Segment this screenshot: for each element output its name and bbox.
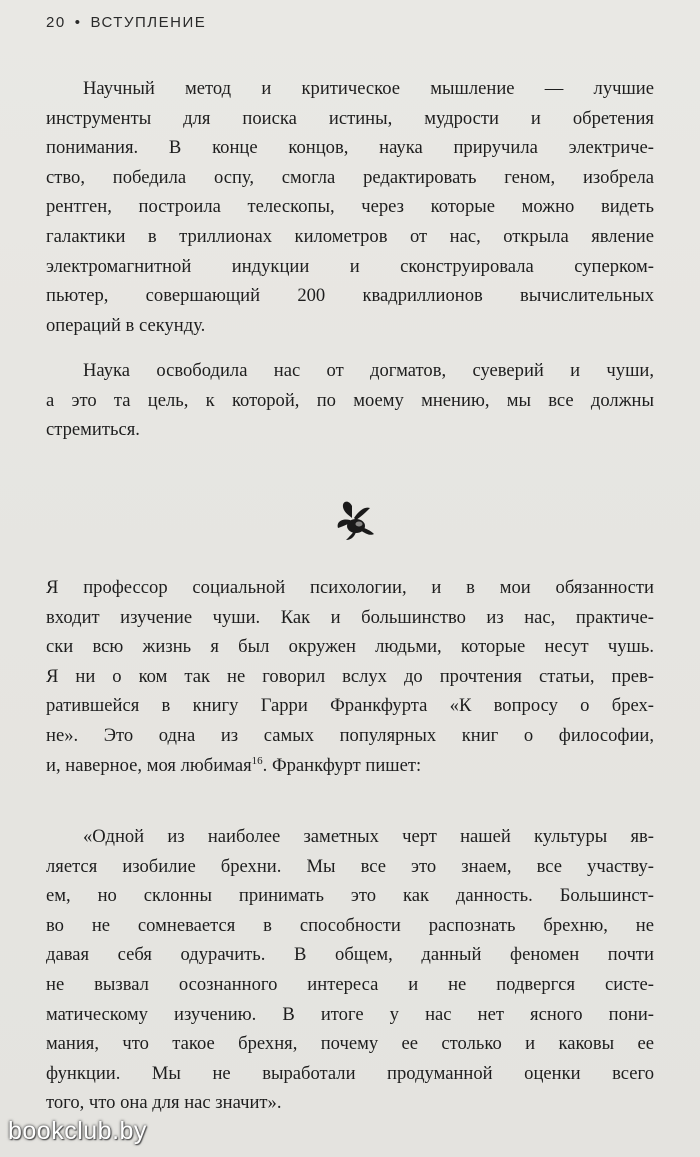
text-line bbox=[46, 751, 654, 781]
text-line: электромагнитной индукции и сконструировала суперком- bbox=[46, 255, 654, 277]
text-line: мания, что такое брехня, почему ее столько и каковы ее bbox=[46, 1033, 654, 1055]
text-line: рентген, построила телескопы, через которые можно видеть bbox=[46, 196, 654, 218]
text-line: понимания. В конце концов, наука приручила электриче- bbox=[46, 137, 654, 159]
header-separator: • bbox=[74, 14, 82, 31]
text-fragment: . Франкфурт пишет: bbox=[262, 754, 422, 776]
paragraph-1 bbox=[46, 74, 654, 340]
watermark: bookclub.by bbox=[8, 1117, 147, 1145]
text-line: ски всю жизнь я был окружен людьми, которые несут чушь. bbox=[46, 636, 654, 658]
text-line: операций в секунду. bbox=[46, 314, 206, 336]
page-number: 20 bbox=[46, 14, 66, 31]
paragraph-2 bbox=[46, 356, 654, 445]
text-line: пьютер, совершающий 200 квадриллионов вычислительных bbox=[46, 285, 654, 307]
running-head bbox=[46, 14, 206, 31]
fleuron-icon bbox=[330, 496, 378, 544]
chapter-title: ВСТУПЛЕНИЕ bbox=[90, 14, 207, 31]
text-line: входит изучение чуши. Как и большинство из нас, практиче- bbox=[46, 606, 654, 628]
text-line: стремиться. bbox=[46, 419, 140, 441]
text-line: Я ни о ком так не говорил вслух до прочтения статьи, прев- bbox=[46, 665, 654, 687]
text-line: не». Это одна из самых популярных книг о философии, bbox=[46, 724, 654, 746]
text-line: не вызвал осознанного интереса и не подвергся систе- bbox=[46, 973, 654, 995]
text-line: «Одной из наиболее заметных черт нашей культуры яв- bbox=[83, 826, 654, 847]
text-line: а это та цель, к которой, по моему мнению, мы все должны bbox=[46, 389, 654, 411]
text-line: Я профессор социальной психологии, и в мои обязанности bbox=[46, 577, 654, 598]
quote-paragraph bbox=[46, 822, 654, 1118]
text-line: матическому изучению. В итоге у нас нет ясного пони- bbox=[46, 1003, 654, 1025]
footnote-ref[interactable]: 16 bbox=[251, 754, 263, 767]
text-line: функции. Мы не выработали продуманной оценки всего bbox=[46, 1062, 654, 1084]
paragraph-3 bbox=[46, 573, 654, 780]
text-line: галактики в триллионах километров от нас, открыла явление bbox=[46, 225, 654, 247]
text-line: Наука освободила нас от догматов, суеверий и чуши, bbox=[83, 360, 654, 381]
text-line: того, что она для нас значит». bbox=[46, 1092, 282, 1114]
text-line: ратившейся в книгу Гарри Франкфурта «К вопросу о брех- bbox=[46, 695, 654, 717]
text-line: ство, победила оспу, смогла редактировать геном, изобрела bbox=[46, 166, 654, 188]
text-line: инструменты для поиска истины, мудрости и обретения bbox=[46, 107, 654, 129]
text-line: давая себя одурачить. В общем, данный феномен почти bbox=[46, 944, 654, 966]
text-line: Научный метод и критическое мышление — лучшие bbox=[83, 78, 654, 99]
text-fragment: и, наверное, моя любимая bbox=[46, 754, 252, 776]
text-line: ем, но склонны принимать это как данность. Большинст- bbox=[46, 885, 654, 907]
text-line: ляется изобилие брехни. Мы все это знаем, все участву- bbox=[46, 855, 654, 877]
text-line: во не сомневается в способности распознать брехню, не bbox=[46, 914, 654, 936]
